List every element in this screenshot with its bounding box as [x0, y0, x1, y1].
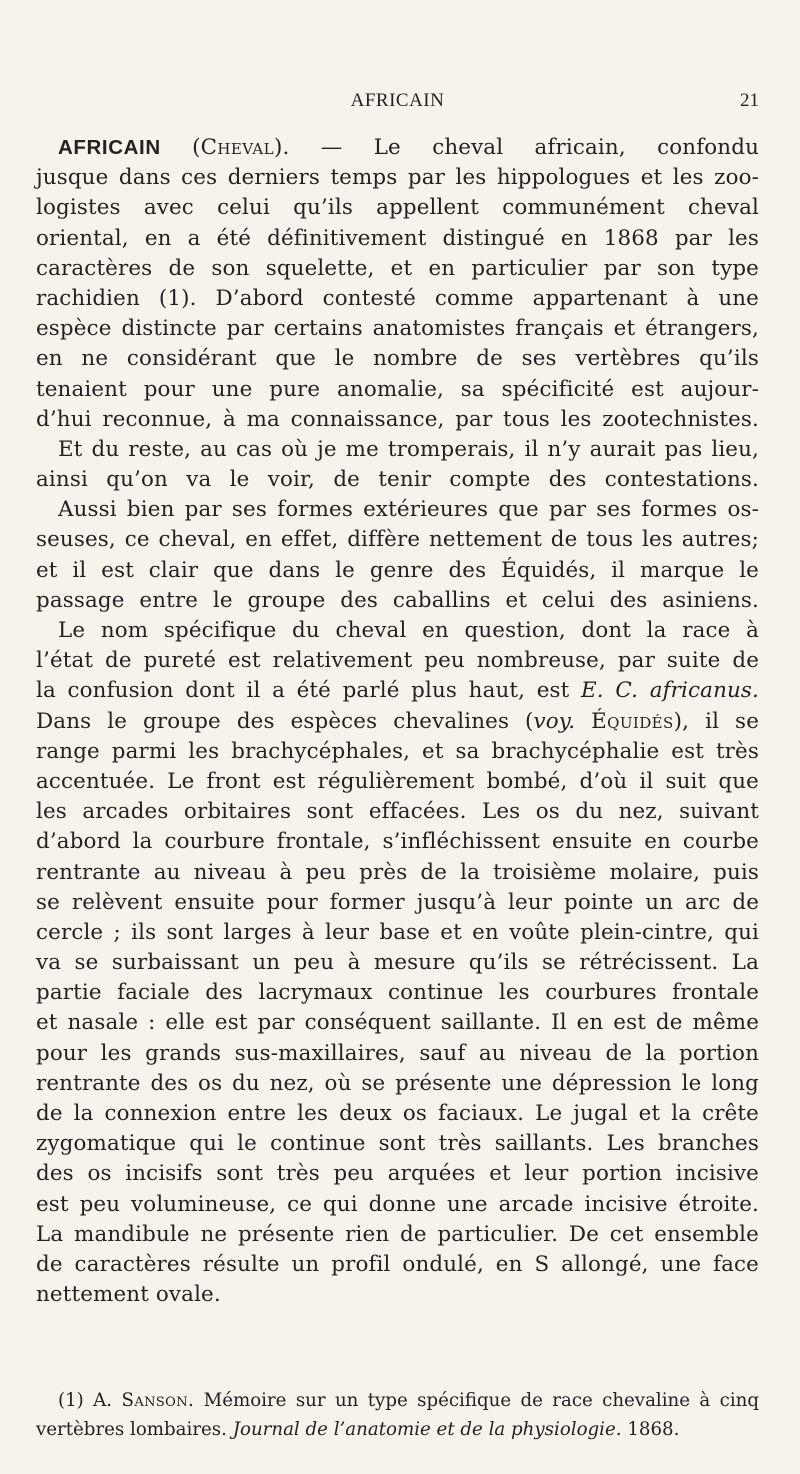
entry-subtitle-word: Cheval — [200, 135, 275, 160]
text-line: rachidien (1). D’abord contesté comme appartenant à une — [36, 285, 759, 311]
text-line: passage entre le groupe des caballins et celui des asiniens. — [36, 587, 759, 613]
text-line: caractères de son squelette, et en particulier par son type — [36, 255, 759, 281]
line-text: Dans le groupe des espèces chevalines ( — [36, 708, 534, 734]
text-line: les arcades orbitaires sont effacées. Les os du nez, suivant — [36, 799, 759, 825]
text-line — [36, 707, 759, 737]
text-line: en ne considérant que le nombre de ses vertèbres qu’ils — [36, 346, 759, 372]
text-line: de caractères résulte un profil ondulé, en S allongé, une face — [36, 1251, 759, 1277]
footnote-text: Mémoire sur un type spécifique de race chevaline à cinq — [194, 1390, 759, 1411]
text-line: zygomatique qui le continue sont très saillants. Les branches — [36, 1131, 759, 1157]
text-line: oriental, en a été définitivement distingué en 1868 par les — [36, 225, 759, 251]
text-line: La mandibule ne présente rien de particulier. De cet ensemble — [36, 1221, 759, 1247]
text-line: de la connexion entre les deux os faciaux. Le jugal et la crête — [36, 1101, 759, 1126]
species-name: E. C. africanus. — [581, 678, 759, 704]
line-text-tail: ), il se — [673, 708, 759, 734]
text-line: et nasale : elle est par conséquent saillante. Il en est de même — [36, 1010, 759, 1036]
footnote — [36, 1386, 759, 1444]
text-line: accentuée. Le front est régulièrement bombé, d’où il suit que — [36, 768, 759, 794]
entry-title: AFRICAIN — [58, 136, 161, 159]
text-line: d’hui reconnue, à ma connaissance, par tous les zootechnistes. — [36, 406, 759, 432]
text-line: va se surbaissant un peu à mesure qu’ils se rétrécissent. La — [36, 950, 759, 976]
footnote-author: Sanson. — [121, 1390, 195, 1411]
line-text: la confusion dont il a été parlé plus haut, est — [36, 678, 582, 704]
text-line: est peu volumineuse, ce qui donne une arcade incisive étroite. — [36, 1191, 759, 1217]
text-line: range parmi les brachycéphales, et sa brachycéphalie est très — [36, 738, 759, 764]
page-number: 21 — [740, 90, 759, 111]
text-line: l’état de pureté est relativement peu nombreuse, par suite de — [36, 648, 759, 674]
text-line: seuses, ce cheval, en effet, diffère nettement de tous les autres; — [36, 527, 759, 553]
text-line: jusque dans ces derniers temps par les hippologues et les zoo- — [36, 165, 759, 191]
entry-subtitle: (Cheval). — [192, 135, 290, 160]
footnote-line — [36, 1415, 759, 1444]
running-head — [36, 90, 759, 118]
text-line: des os incisifs sont très peu arquées et leur portion incisive — [36, 1161, 759, 1187]
text-line: se relèvent ensuite pour former jusqu’à leur pointe un arc de — [36, 889, 759, 915]
text-line: logistes avec celui qu’ils appellent communément cheval — [36, 195, 759, 221]
footnote-text: vertèbres lombaires. — [36, 1419, 233, 1440]
text-line: pour les grands sus-maxillaires, sauf au niveau de la portion — [36, 1040, 759, 1066]
text-line — [36, 133, 759, 163]
text-line: ainsi qu’on va le voir, de tenir compte des contestations. — [36, 467, 759, 493]
text-line — [36, 676, 759, 706]
running-head-title: AFRICAIN — [350, 90, 445, 111]
text-line: partie faciale des lacrymaux continue les courbures frontale — [36, 980, 759, 1006]
footnote-year: 1868. — [621, 1419, 680, 1440]
footnote-line — [36, 1386, 759, 1415]
cross-reference: Équidés — [591, 708, 674, 734]
text-line: rentrante au niveau à peu près de la troisième molaire, puis — [36, 859, 759, 885]
text-line: Et du reste, au cas où je me tromperais, il n’y aurait pas lieu, — [58, 436, 759, 462]
text-line: Aussi bien par ses formes extérieures que par ses formes os- — [58, 497, 759, 523]
line-text: — Le cheval africain, confondu — [289, 135, 760, 160]
text-line: tenaient pour une pure anomalie, sa spécificité est aujour- — [36, 376, 759, 402]
article-body — [36, 133, 759, 1310]
voy-abbreviation: voy. — [533, 708, 576, 734]
text-line: nettement ovale. — [36, 1282, 221, 1308]
text-line: Le nom spécifique du cheval en question, dont la race à — [58, 618, 759, 643]
text-line: d’abord la courbure frontale, s’infléchissent ensuite en courbe — [36, 829, 759, 855]
footnote-journal: Journal de l’anatomie et de la physiologie. — [232, 1419, 622, 1440]
text-line: espèce distincte par certains anatomistes français et étrangers, — [36, 316, 759, 342]
text-line: rentrante des os du nez, où se présente une dépression le long — [36, 1070, 759, 1096]
footnote-marker: (1) A. — [58, 1390, 122, 1411]
text-line: et il est clair que dans le genre des Équidés, il marque le — [36, 557, 759, 583]
text-line: cercle ; ils sont larges à leur base et en voûte plein-cintre, qui — [36, 919, 759, 945]
